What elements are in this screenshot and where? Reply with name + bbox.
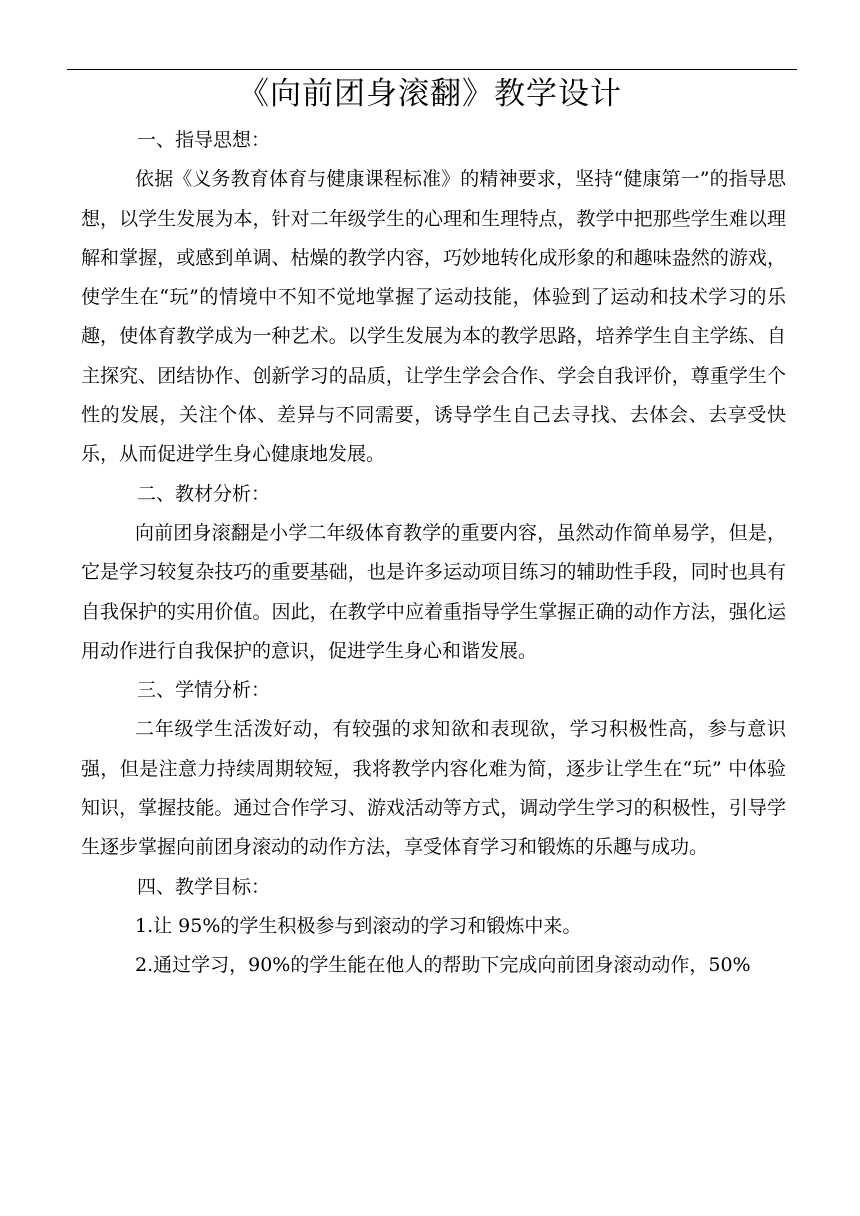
section-heading-guiding-thought: 一、指导思想： xyxy=(137,129,271,151)
section-body-guiding-thought: 依据《义务教育体育与健康课程标准》的精神要求，坚持“健康第一”的指导思想，以学生发展为本，针对二年级学生的心理和生理特点，教学中把那些学生难以理解和掌握，或感到单调、枯燥的教学内容，巧妙地转化成形象的和趣味盎然的游戏，使学生在“玩”的情境中不知不觉地掌握了运动技能，体验到了运动和技术学习的乐趣，使体育教学成为一种艺术。以学生发展为本的教学思路，培养学生自主学练、自主探究、团结协作、创新学习的品质，让学生学会合作、学会自我评价，尊重学生个性的发展，关注个体、差异与不同需要，诱导学生自己去寻找、去体会、去享受快乐，从而促进学生身心健康地发展。 xyxy=(81,168,786,466)
section-heading-teaching-objectives: 四、教学目标： xyxy=(137,875,271,898)
document-title: 《向前团身滚翻》教学设计 xyxy=(238,76,622,112)
document-body xyxy=(81,121,786,986)
section-body-material-analysis: 向前团身滚翻是小学二年级体育教学的重要内容，虽然动作简单易学，但是，它是学习较复杂技巧的重要基础，也是许多运动项目练习的辅助性手段，同时也具有自我保护的实用价值。因此，在教学中应着重指导学生掌握正确的动作方法，强化运用动作进行自我保护的意识，促进学生身心和谐发展。 xyxy=(81,521,786,662)
section-body-student-analysis: 二年级学生活泼好动，有较强的求知欲和表现欲，学习积极性高，参与意识强，但是注意力持续周期较短，我将教学内容化难为简，逐步让学生在“玩” 中体验知识，掌握技能。通过合作学习、游戏活动等方式，调动学生学习的积极性，引导学生逐步掌握向前团身滚动的动作方法，享受体育学习和锻炼的乐趣与成功。 xyxy=(81,718,786,859)
section-heading-material-analysis: 二、教材分析： xyxy=(137,482,271,505)
objective-item-2: 2.通过学习，90%的学生能在他人的帮助下完成向前团身滚动动作，50% xyxy=(135,954,751,977)
objective-item-1: 1.让 95%的学生积极参与到滚动的学习和锻炼中来。 xyxy=(135,914,582,937)
header-rule xyxy=(67,69,797,70)
section-heading-student-analysis: 三、学情分析： xyxy=(137,679,271,702)
